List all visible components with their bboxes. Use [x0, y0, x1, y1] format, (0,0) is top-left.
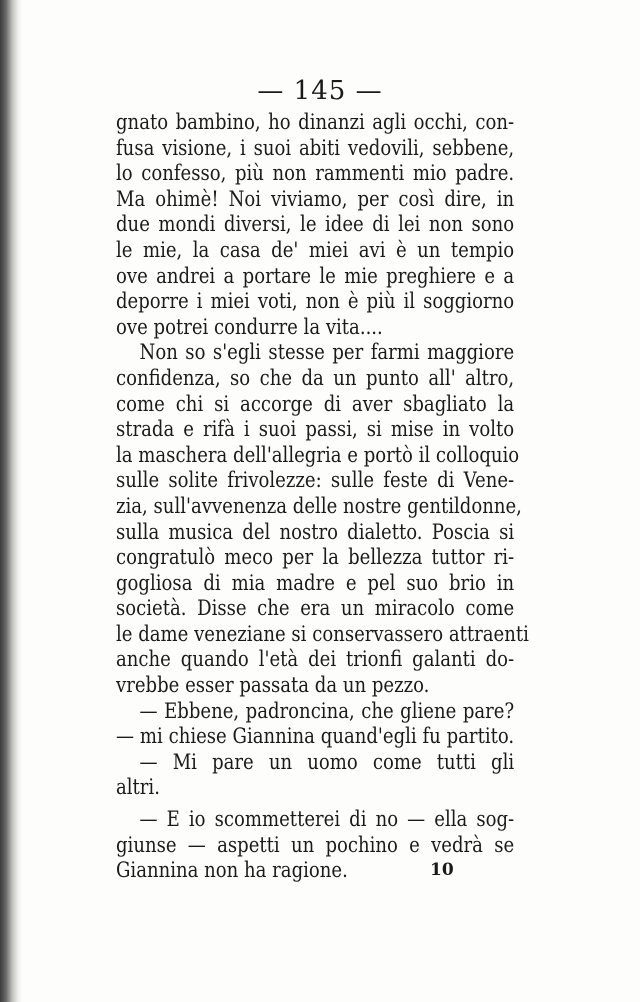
text-line: le dame veneziane si conservassero attraenti: [116, 621, 529, 647]
text-line: gnato bambino, ho dinanzi agli occhi, con-: [116, 110, 515, 135]
text-line: — Mi pare un uomo come tutti gli: [139, 749, 515, 775]
text-line: lo confesso, più non rammenti mio padre.: [116, 161, 515, 187]
body-text: [116, 110, 529, 884]
text-line: sulle solite frivolezze: sulle feste di Vene-: [116, 468, 515, 494]
text-line: — Ebbene, padroncina, che gliene pare?: [139, 698, 515, 724]
text-line: ove potrei condurre la vita....: [116, 314, 383, 340]
text-line: zia, sull'avvenenza delle nostre gentildonne,: [116, 493, 522, 519]
text-line: come chi si accorge di aver sbagliato la: [116, 391, 515, 417]
binding-edge: [0, 0, 22, 1002]
text-line: fusa visione, i suoi abiti vedovili, sebbene,: [116, 135, 515, 161]
text-line: confidenza, so che da un punto all' altro,: [116, 365, 515, 391]
text-line: sulla musica del nostro dialetto. Poscia si: [116, 519, 515, 545]
text-line: anche quando l'età dei trionfi galanti do-: [116, 647, 515, 673]
text-line: Giannina non ha ragione.: [116, 858, 348, 884]
text-line: Non so s'egli stesse per farmi maggiore: [139, 340, 515, 366]
text-line: congratulò meco per la bellezza tuttor ri-: [116, 545, 515, 571]
text-line: due mondi diversi, le idee di lei non sono: [116, 212, 515, 238]
text-line: le mie, la casa de' miei avi è un tempio: [116, 237, 515, 263]
text-line: ove andrei a portare le mie preghiere e a: [116, 263, 515, 289]
text-line: — mi chiese Giannina quand'egli fu partito.: [116, 724, 515, 750]
text-line: deporre i miei voti, non è più il soggiorno: [116, 289, 515, 315]
text-line: giunse — aspetti un pochino e vedrà se: [116, 832, 515, 858]
signature-mark: 10: [430, 860, 454, 880]
text-line: società. Disse che era un miracolo come: [116, 596, 515, 622]
page-number-header: — 145 —: [257, 76, 383, 106]
text-line: altri.: [116, 775, 160, 801]
text-line: vrebbe esser passata da un pezzo.: [116, 673, 430, 699]
text-line: Ma ohimè! Noi viviamo, per così dire, in: [116, 186, 515, 212]
text-line: gogliosa di mia madre e pel suo brio in: [116, 570, 515, 596]
text-line: — E io scommetterei di no — ella sog-: [139, 807, 515, 833]
text-line: la maschera dell'allegria e portò il colloquio: [116, 442, 520, 468]
text-line: strada e rifà i suoi passi, si mise in volto: [116, 417, 515, 443]
